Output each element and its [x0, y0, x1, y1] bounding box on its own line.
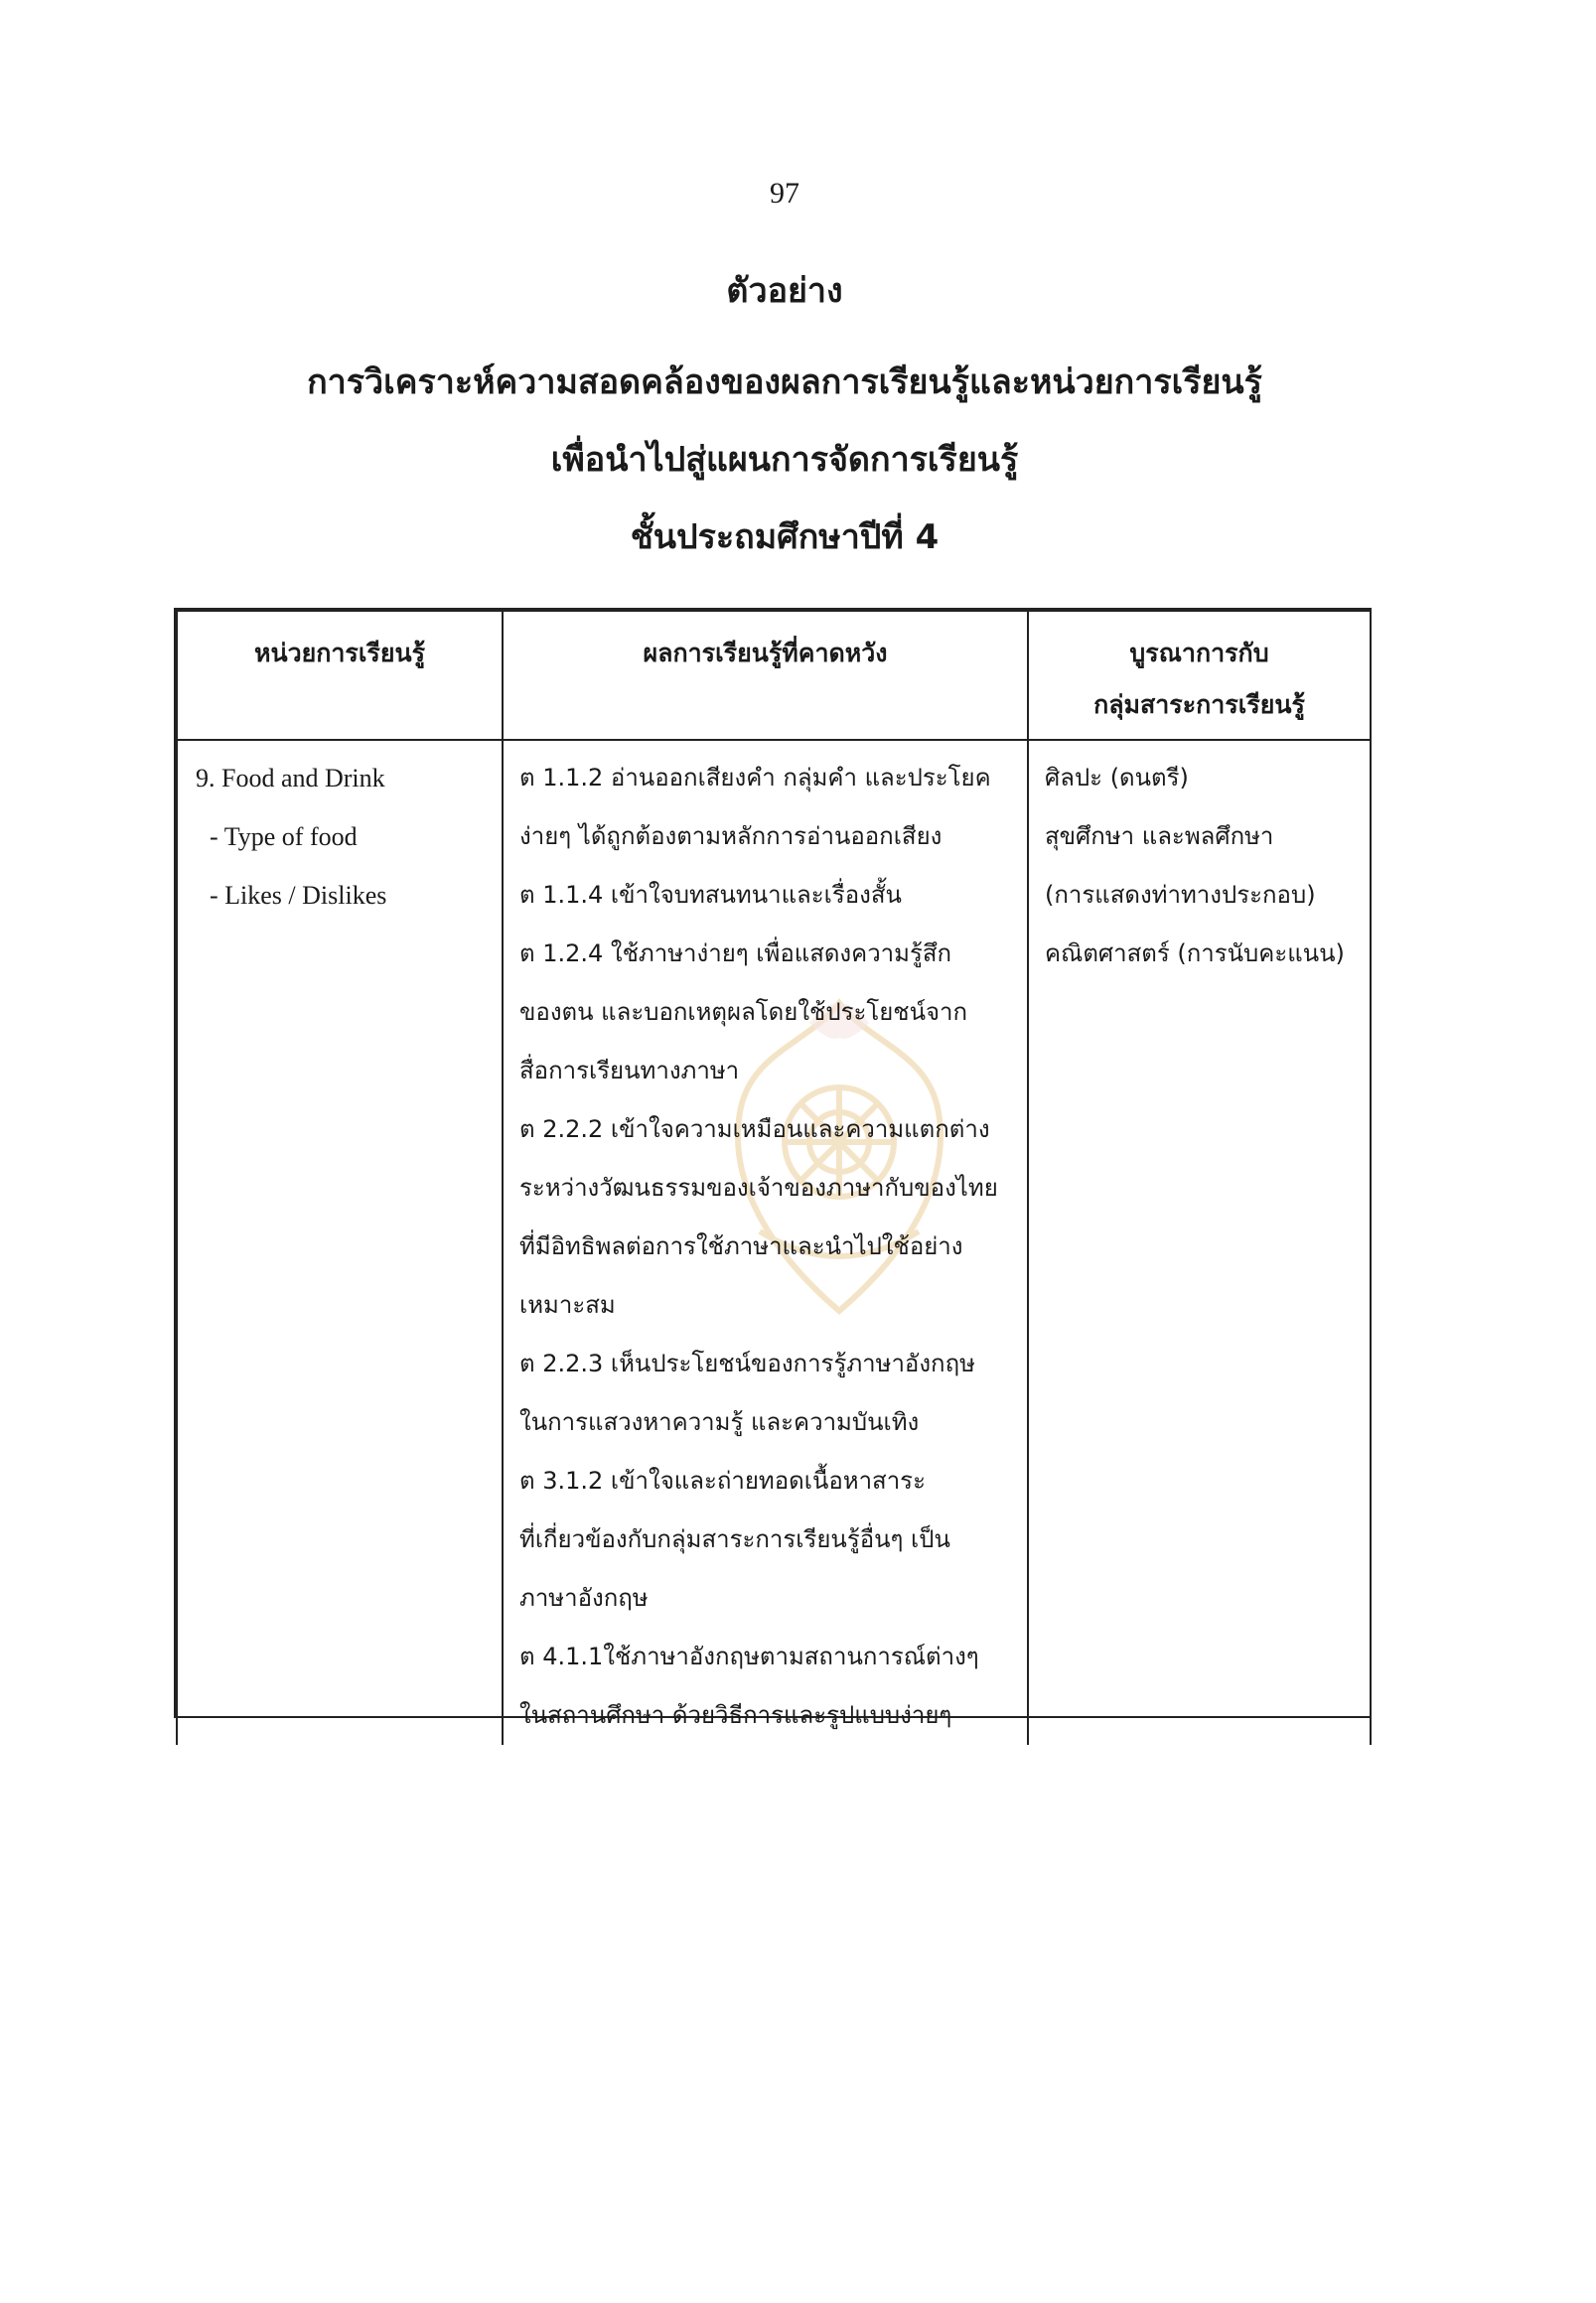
title-plan: เพื่อนำไปสู่แผนการจัดการเรียนรู้: [550, 440, 1019, 480]
outcome-line: ต 3.1.2 เข้าใจและถ่ายทอดเนื้อหาสาระ: [519, 1467, 926, 1495]
outcome-line: ระหว่างวัฒนธรรมของเจ้าของภาษากับของไทย: [519, 1174, 998, 1202]
outcome-line: เหมาะสม: [519, 1291, 616, 1319]
title-grade: ชั้นประถมศึกษาปีที่ 4: [630, 517, 940, 557]
outcome-line: สื่อการเรียนทางภาษา: [519, 1057, 740, 1084]
outcome-line: ต 2.2.2 เข้าใจความเหมือนและความแตกต่าง: [519, 1115, 990, 1143]
outcome-line: ต 1.2.4 ใช้ภาษาง่ายๆ เพื่อแสดงความรู้สึก: [519, 939, 952, 967]
outcome-line: ที่มีอิทธิพลต่อการใช้ภาษาและนำไปใช้อย่าง: [519, 1232, 963, 1260]
unit-subitem: - Type of food: [210, 822, 358, 851]
outcome-line: ของตน และบอกเหตุผลโดยใช้ประโยชน์จาก: [519, 998, 968, 1026]
outcome-line: ต 4.1.1ใช้ภาษาอังกฤษตามสถานการณ์ต่างๆ: [519, 1643, 979, 1670]
title-analysis: การวิเคราะห์ความสอดคล้องของผลการเรียนรู้และหน่วยการเรียนรู้: [307, 362, 1262, 402]
unit-title: 9. Food and Drink: [196, 764, 385, 792]
outcome-line: ในการแสวงหาความรู้ และความบันเทิง: [519, 1408, 920, 1436]
header-outcomes: ผลการเรียนรู้ที่คาดหวัง: [503, 611, 1028, 740]
unit-subitem: - Likes / Dislikes: [210, 881, 387, 910]
outcome-line: ที่เกี่ยวข้องกับกลุ่มสาระการเรียนรู้อื่นๆ เป็น: [519, 1525, 950, 1553]
header-integration-line1: บูรณาการกับ: [1129, 639, 1269, 667]
outcome-line: ภาษาอังกฤษ: [519, 1584, 649, 1612]
outcome-line: ต 2.2.3 เห็นประโยชน์ของการรู้ภาษาอังกฤษ: [519, 1350, 975, 1377]
alignment-table-grid: [176, 610, 1372, 1745]
alignment-table: [174, 608, 1372, 1729]
title-example: ตัวอย่าง: [726, 271, 843, 311]
page-number: 97: [770, 177, 799, 210]
outcome-line: ต 1.1.2 อ่านออกเสียงคำ กลุ่มคำ และประโยค: [519, 764, 991, 792]
header-integration: [1028, 611, 1371, 740]
integration-cell: [1028, 740, 1371, 1745]
table-header-row: [177, 611, 1371, 740]
table-row: [177, 740, 1371, 1745]
integration-line: สุขศึกษา และพลศึกษา: [1045, 822, 1274, 850]
integration-line: ศิลปะ (ดนตรี): [1045, 764, 1189, 792]
integration-line: คณิตศาสตร์ (การนับคะแนน): [1045, 939, 1345, 967]
outcome-line: ในสถานศึกษา ด้วยวิธีการและรูปแบบง่ายๆ: [519, 1701, 952, 1729]
outcome-line: ง่ายๆ ได้ถูกต้องตามหลักการอ่านออกเสียง: [519, 822, 943, 850]
outcome-cell: [503, 740, 1028, 1745]
unit-cell: [177, 740, 503, 1745]
title-block: [0, 266, 1569, 576]
outcome-line: ต 1.1.4 เข้าใจบทสนทนาและเรื่องสั้น: [519, 881, 902, 909]
header-integration-line2: กลุ่มสาระการเรียนรู้: [1093, 690, 1305, 719]
integration-line: (การแสดงท่าทางประกอบ): [1045, 881, 1316, 909]
header-unit: หน่วยการเรียนรู้: [177, 611, 503, 740]
